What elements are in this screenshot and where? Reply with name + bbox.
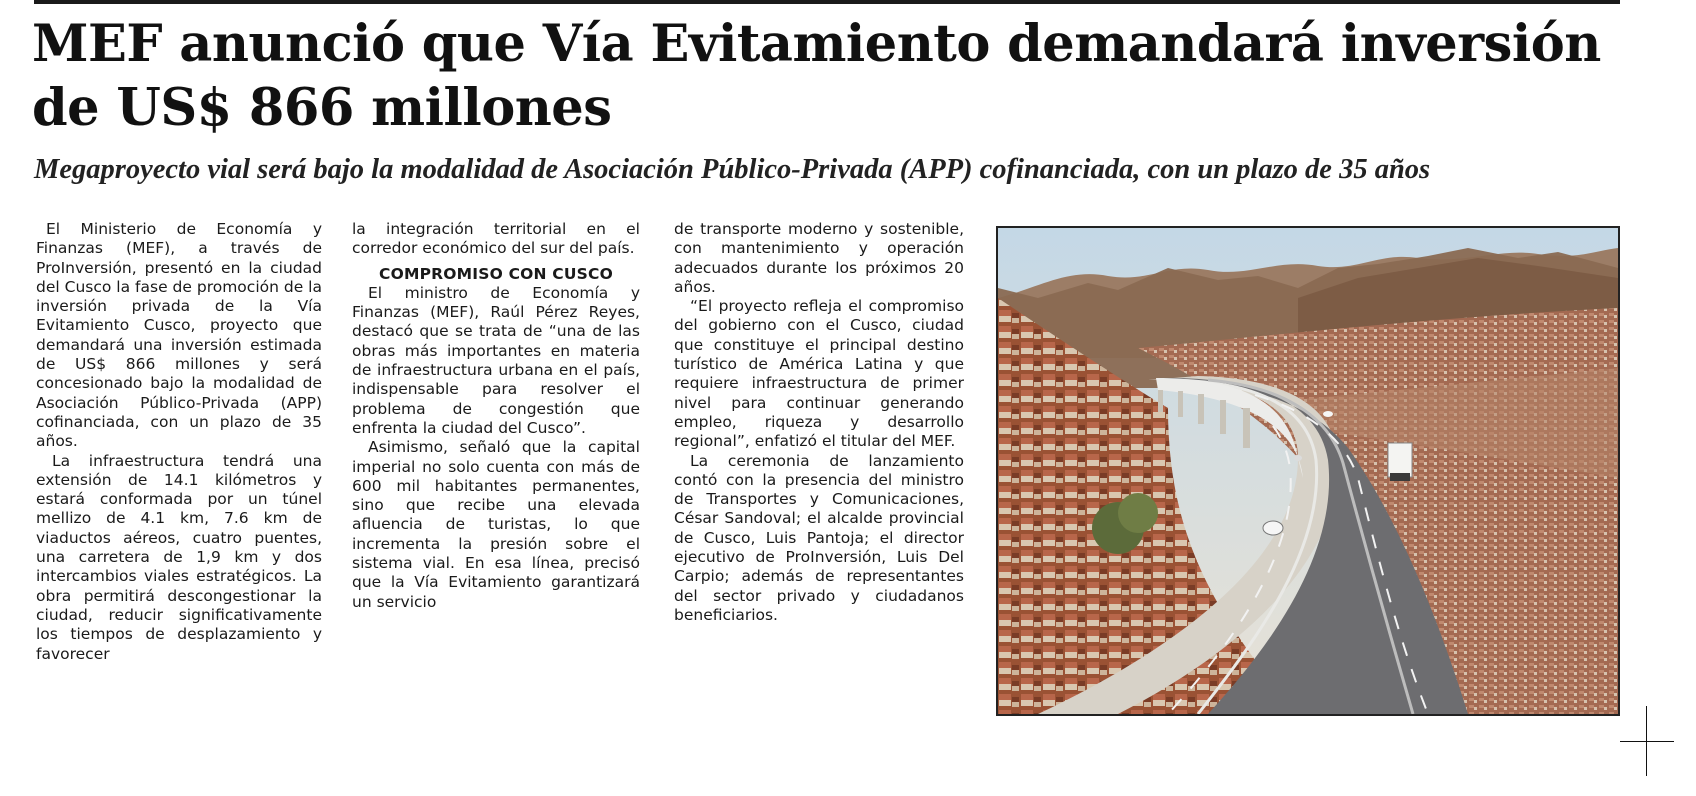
headline: MEF anunció que Vía Evitamiento demandará inversión de US$ 866 millones — [32, 14, 1601, 138]
subheadline: Megaproyecto vial será bajo la modalidad de Asociación Público-Privada (APP) cofinanciada, con un plazo de 35 años — [34, 154, 1431, 185]
section-heading: COMPROMISO CON CUSCO — [379, 264, 613, 283]
paragraph: de transporte moderno y sostenible, con mantenimiento y operación adecuados durante los próximos 20 años. — [674, 220, 964, 296]
paragraph: “El proyecto refleja el compromiso del gobierno con el Cusco, ciudad que constituye el principal destino turístico de América Latina y que requiere infraestructura de primer nivel para continuar generando empleo, riqueza y desarrollo regional”, enfatizó el titular del MEF. — [674, 297, 964, 451]
top-rule — [34, 0, 1620, 4]
highway-illustration — [998, 228, 1618, 714]
paragraph: La ceremonia de lanzamiento contó con la presencia del ministro de Transportes y Comunicaciones, César Sandoval; el alcalde provincial de Cusco, Luis Pantoja; el director ejecutivo de ProInversión, Luis Del Carpio; además de representantes del sector privado y ciudadanos beneficiarios. — [674, 451, 964, 624]
paragraph: La infraestructura tendrá una extensión de 14.1 kilómetros y estará conformada por un túnel mellizo de 4.1 km, 7.6 km de viaductos aéreos, cuatro puentes, una carretera de 1,9 km y dos intercambios viales estratégicos. La obra permitirá descongestionar la ciudad, reducir significativamente los tiempos de desplazamiento y favorecer — [36, 451, 322, 663]
paragraph: Asimismo, señaló que la capital imperial no solo cuenta con más de 600 mil habitantes permanentes, sino que recibe una elevada afluencia de turistas, lo que incrementa la presión sobre el sistema vial. En esa línea, precisó que la Vía Evitamiento garantizará un servicio — [352, 438, 640, 611]
paragraph: El Ministerio de Economía y Finanzas (MEF), a través de ProInversión, presentó en la ciudad del Cusco la fase de promoción de la inversión privada de la Vía Evitamiento Cusco, proyecto que demandará una inversión estimada de US$ 866 millones y será concesionado bajo la modalidad de Asociación Público-Privada (APP) cofinanciada, con un plazo de 35 años. — [36, 220, 322, 451]
crop-mark-horizontal — [1620, 741, 1674, 742]
paragraph: la integración territorial en el corredor económico del sur del país. — [352, 220, 640, 258]
column-2 — [352, 220, 640, 720]
column-3 — [674, 220, 964, 720]
paragraph: El ministro de Economía y Finanzas (MEF), Raúl Pérez Reyes, destacó que se trata de “una de las obras más importantes en materia de infraestructura urbana en el país, indispensable para resolver el problema de congestión que enfrenta la ciudad del Cusco”. — [352, 283, 640, 437]
article-photo — [996, 226, 1620, 716]
crop-mark-vertical — [1646, 706, 1647, 776]
column-1 — [36, 220, 322, 720]
